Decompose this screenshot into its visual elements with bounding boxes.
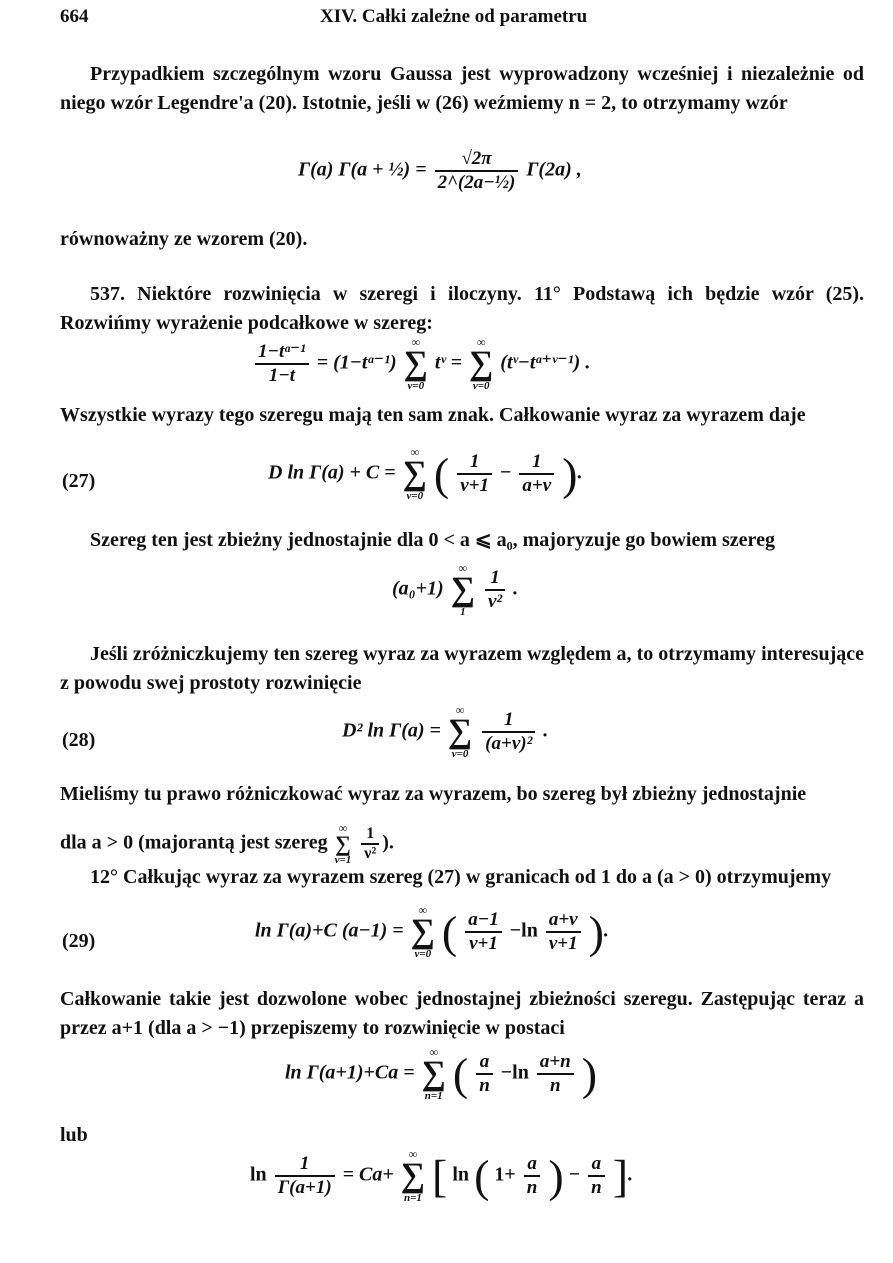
sum-symbol: ∞ ∑ n=1 <box>400 1147 426 1204</box>
eq27-lhs: D ln Γ(a) + C = <box>268 461 396 484</box>
fraction-denominator: n <box>524 1175 541 1199</box>
paragraph-integrating: 12° Całkując wyraz za wyrazem szereg (27) w granicach od 1 do a (a > 0) otrzymujemy <box>90 866 832 888</box>
fraction-numerator: a−1 <box>468 909 499 930</box>
majorant-end: . <box>513 577 519 600</box>
fraction-denominator: a+ν <box>519 473 554 497</box>
eq28-end: . <box>543 719 549 742</box>
eq31-ln: ln <box>250 1163 267 1186</box>
eq31-inner-ln: ln <box>452 1163 470 1186</box>
sum-lower: n=1 <box>424 1090 443 1102</box>
majorant-fraction <box>485 567 505 613</box>
sum-lower: ν=0 <box>407 380 425 392</box>
fraction-denominator: n <box>476 1073 493 1097</box>
legendre-numerator: √2π <box>461 148 492 169</box>
sum-symbol: ∞ ∑ ν=0 <box>469 335 494 392</box>
expansion-term1: tᵛ = <box>434 351 463 374</box>
fraction-denominator: n <box>588 1175 605 1199</box>
eq27-fraction-2 <box>519 451 554 497</box>
sum-lower: ν=0 <box>451 748 469 760</box>
eq31-minus: − <box>568 1163 581 1186</box>
paragraph-rewrite: Całkowanie takie jest dozwolone wobec jednostajnej zbieżności szeregu. Zastępując teraz a przez a+1 (dla a > −1) przepiszemy to rozwinięcie w postaci <box>60 988 864 1039</box>
equation-29: ln Γ(a)+C (a−1) = ∞ ∑ ν=0 ( $\frac{a-1}{\nu+1}$ −ln $\frac{a+\nu}{\nu+1}$ ). <box>255 903 609 960</box>
sum-lower: ν=0 <box>472 380 490 392</box>
fraction-denominator: ν+1 <box>465 931 502 955</box>
equation-expansion <box>252 336 590 392</box>
equation-label-29: (29) <box>62 930 96 952</box>
legendre-lhs: Γ(a) Γ(a + ½) = <box>298 158 427 181</box>
fraction-denominator: n <box>537 1073 574 1097</box>
fraction-denominator: Γ(a+1) <box>275 1175 335 1199</box>
eq29-lhs: ln Γ(a)+C (a−1) = <box>255 919 404 942</box>
equation-27: D ln Γ(a) + C = ∞ ∑ ν=0 ( $\frac{1}{\nu+1}$ − $\frac{1}{a+\nu}$ ). <box>268 445 583 502</box>
fraction-denominator: ν+1 <box>546 931 581 955</box>
majorant-lhs: (a₀+1) <box>392 577 444 600</box>
paragraph-same-sign: Wszystkie wyrazy tego szeregu mają ten sam znak. Całkowanie wyraz za wyrazem daje <box>60 404 806 426</box>
fraction-numerator: a <box>479 1051 490 1072</box>
paragraph-justification: Mieliśmy tu prawo różniczkować wyraz za wyrazem, bo szereg był zbieżny jednostajnie <box>60 783 807 805</box>
fraction-numerator: a+ν <box>548 909 578 930</box>
eq27-fraction-1 <box>457 451 492 497</box>
section-537 <box>60 280 864 338</box>
eq30-lhs: ln Γ(a+1)+Ca = <box>285 1061 415 1084</box>
eq30-fraction-2 <box>537 1051 574 1097</box>
sum-symbol: ∞ ∑ 1 <box>450 561 475 618</box>
section-intro: 11° Podstawą ich będzie wzór (25). Rozwińmy wyrażenie podcałkowe w szereg: <box>60 283 865 334</box>
eq27-end: . <box>577 461 583 484</box>
sum-upper: ∞ <box>338 821 348 835</box>
sum-symbol: ∞ ∑ ν=0 <box>402 445 427 502</box>
sum-lower: ν=1 <box>334 854 352 866</box>
equation-legendre <box>298 148 582 194</box>
fraction-numerator: 1 <box>469 451 480 472</box>
eq29-ln: −ln <box>509 919 538 942</box>
sum-upper: ∞ <box>458 561 468 575</box>
fraction-numerator: 1 <box>503 709 514 730</box>
eq31-fraction-b <box>588 1153 605 1199</box>
eq29-fraction-1 <box>465 909 502 955</box>
eq28-fraction <box>482 709 535 755</box>
expansion-term2: (tᵛ−tᵃ⁺ᵛ⁻¹) . <box>500 351 591 374</box>
page-number: 664 <box>60 6 89 27</box>
eq31-middle: = Ca+ <box>342 1163 394 1186</box>
expansion-fraction <box>255 341 309 387</box>
sum-upper: ∞ <box>408 1147 418 1161</box>
eq31-end: . <box>628 1163 634 1186</box>
equation-28 <box>342 704 548 760</box>
eq29-end: . <box>603 919 609 942</box>
expansion-middle: = (1−tᵃ⁻¹) <box>316 351 397 374</box>
paragraph-differentiate: Jeśli zróżniczkujemy ten szereg wyraz za wyrazem względem a, to otrzymamy interesujące z powodu swej prostoty rozwinięcie <box>60 643 864 694</box>
fraction-denominator: ν+1 <box>457 473 492 497</box>
fraction-denominator: ν² <box>485 589 505 613</box>
eq31-one: 1+ <box>494 1163 516 1186</box>
sum-upper: ∞ <box>455 703 465 717</box>
equation-majorant <box>392 562 518 618</box>
eq31-fraction <box>275 1153 335 1199</box>
paragraph-uniform-convergence: Szereg ten jest zbieżny jednostajnie dla 0 < a ⩽ a₀, majoryzuje go bowiem szereg <box>90 529 775 551</box>
eq31-fraction-a <box>524 1153 541 1199</box>
sum-lower: ν=0 <box>406 490 424 502</box>
legendre-denominator: 2^(2a−½) <box>435 170 519 194</box>
equation-label-27: (27) <box>62 470 96 492</box>
eq30-ln: −ln <box>500 1061 529 1084</box>
sum-upper: ∞ <box>418 903 428 917</box>
inline-end: ). <box>382 831 394 854</box>
fraction-numerator: 1 <box>532 451 542 472</box>
sum-upper: ∞ <box>411 335 421 349</box>
paragraph-majorant-inline <box>60 822 394 866</box>
equation-reciprocal-gamma: ln $\frac{1}{\Gamma(a+1)}$ = Ca+ ∞ ∑ n=1 [ ln ( 1+ $\frac{a}{n}$ ) − $\frac{a}{n}$ ]. <box>250 1147 634 1204</box>
fraction-numerator: a+n <box>539 1051 571 1072</box>
equation-label-28: (28) <box>62 729 96 751</box>
sum-upper: ∞ <box>476 335 486 349</box>
fraction-numerator: 1 <box>299 1153 310 1174</box>
paragraph-or: lub <box>60 1124 88 1146</box>
sum-lower: ν=0 <box>414 948 432 960</box>
fraction-numerator: a <box>527 1153 537 1174</box>
sum-lower: n=1 <box>403 1192 422 1204</box>
section-number: 537. <box>90 283 125 305</box>
fraction-numerator: 1 <box>366 825 375 842</box>
fraction-numerator: a <box>591 1153 602 1174</box>
section-title: Niektóre rozwinięcia w szeregi i iloczyny. <box>137 283 522 305</box>
sum-symbol: ∞ ∑ ν=0 <box>410 903 435 960</box>
fraction-denominator: ν² <box>361 843 379 863</box>
paragraph-legendre-intro: Przypadkiem szczególnym wzoru Gaussa jest wyprowadzony wcześniej i niezależnie od niego wzór Legendre'a (20). Istotnie, jeśli w (26) weźmiemy n = 2, to otrzymamy wzór <box>60 63 864 114</box>
sum-symbol: ∞ ∑ ν=0 <box>403 335 428 392</box>
majorant-inline-text: dla a > 0 (majorantą jest szereg <box>60 831 328 854</box>
expansion-denominator: 1−t <box>255 363 309 387</box>
eq30-fraction-1 <box>476 1051 493 1097</box>
sum-symbol: ∞ ∑ ν=0 <box>447 703 473 760</box>
expansion-numerator: 1−tᵃ⁻¹ <box>258 341 306 362</box>
sum-upper: ∞ <box>429 1045 439 1059</box>
sum-upper: ∞ <box>410 445 420 459</box>
sum-symbol: ∞ ∑ ν=1 <box>334 821 352 866</box>
running-title: XIV. Całki zależne od parametru <box>320 6 588 27</box>
paragraph-equivalent: równoważny ze wzorem (20). <box>60 228 308 250</box>
sum-symbol: ∞ ∑ n=1 <box>421 1045 446 1102</box>
fraction-denominator: (a+ν)² <box>482 731 535 755</box>
fraction-numerator: 1 <box>490 567 500 588</box>
legendre-rhs: Γ(2a) , <box>526 158 582 181</box>
eq29-fraction-2 <box>546 909 581 955</box>
legendre-fraction <box>435 148 519 194</box>
eq28-lhs: D² ln Γ(a) = <box>342 719 441 742</box>
sum-lower: 1 <box>460 606 466 618</box>
inline-fraction <box>361 825 379 863</box>
equation-expansion-n: ln Γ(a+1)+Ca = ∞ ∑ n=1 ( $\frac{a}{n}$ −ln $\frac{a+n}{n}$ ) <box>285 1045 598 1102</box>
